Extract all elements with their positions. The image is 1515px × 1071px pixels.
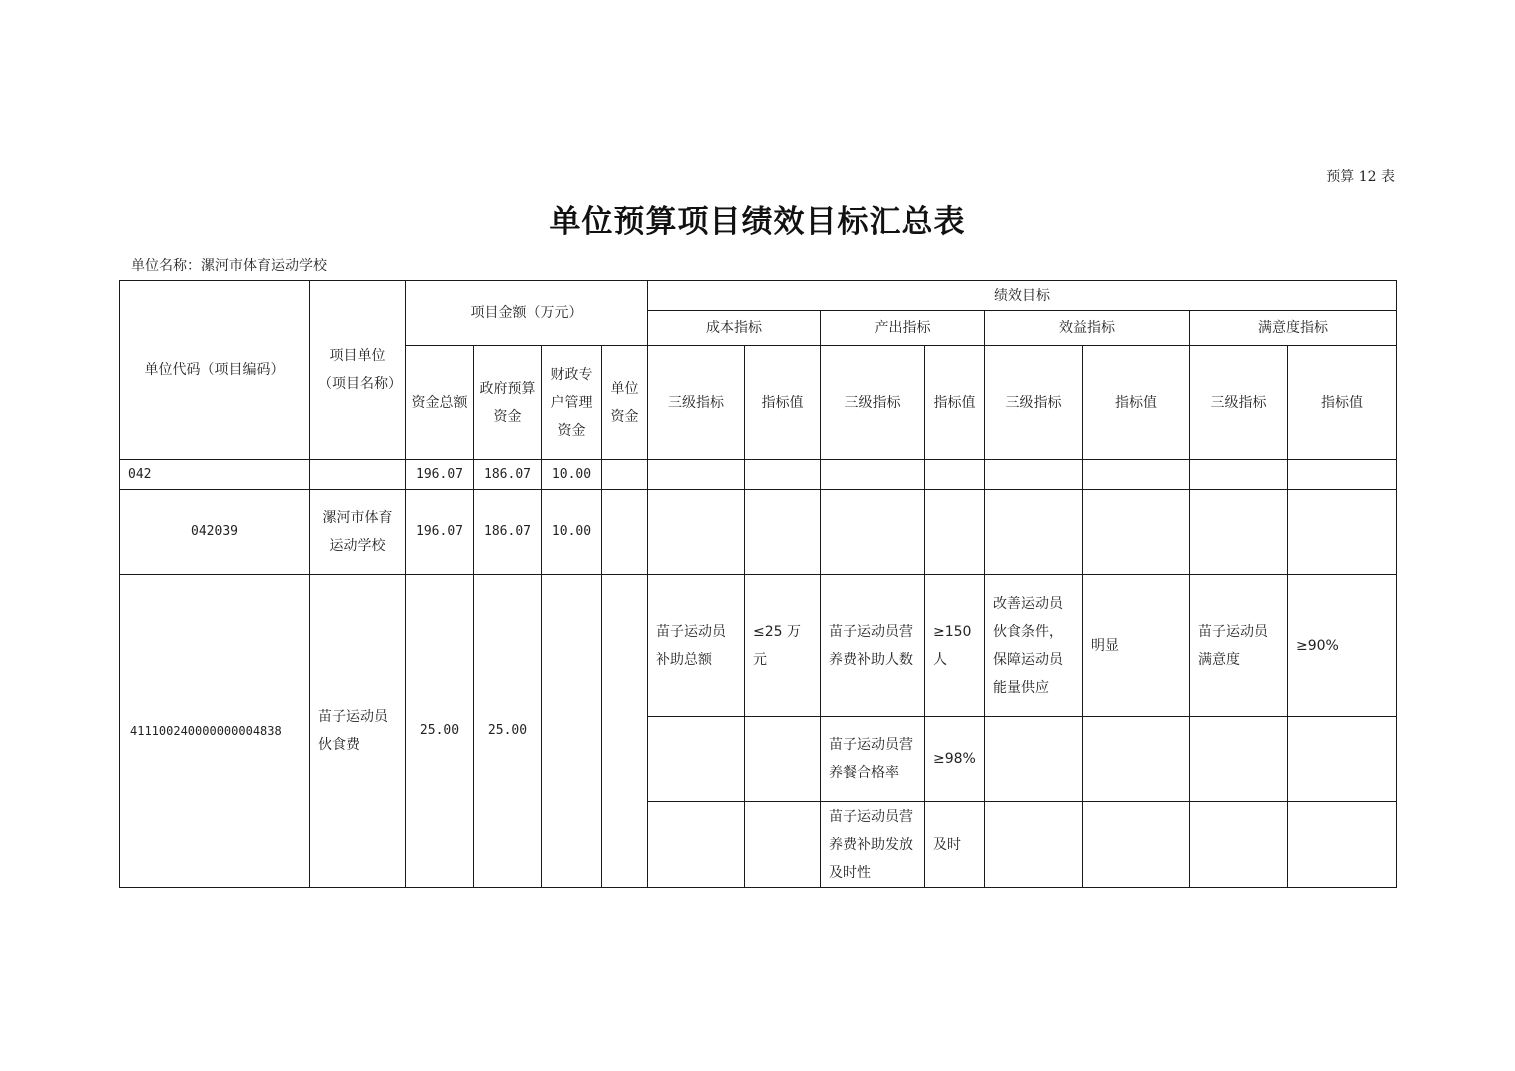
- col-header-amount-group: 项目金额（万元）: [406, 281, 648, 346]
- col-header-satisfaction-level3: 三级指标: [1190, 346, 1288, 460]
- dept-total: 196.07: [406, 460, 474, 490]
- output-value-cell: ≥98%: [925, 717, 985, 802]
- empty-cell: [745, 717, 821, 802]
- output-level3-cell: 苗子运动员营养费补助人数: [821, 575, 925, 717]
- empty-cell: [1083, 460, 1190, 490]
- col-header-output-value: 指标值: [925, 346, 985, 460]
- col-header-output-indicator: 产出指标: [821, 311, 985, 346]
- empty-cell: [1083, 802, 1190, 888]
- empty-cell: [745, 802, 821, 888]
- output-value-cell: ≥150 人: [925, 575, 985, 717]
- unit-gov: 186.07: [474, 490, 542, 575]
- dept-unit-funds: [602, 460, 648, 490]
- empty-cell: [925, 490, 985, 575]
- benefit-value-cell: 明显: [1083, 575, 1190, 717]
- col-header-output-level3: 三级指标: [821, 346, 925, 460]
- table-row-project-1: [120, 575, 1397, 717]
- output-level3-cell: 苗子运动员营养费补助发放及时性: [821, 802, 925, 888]
- unit-name: 漯河市体育运动学校: [310, 490, 406, 575]
- col-header-unit-code: 单位代码（项目编码）: [120, 281, 310, 460]
- satisfaction-value-cell: ≥90%: [1288, 575, 1397, 717]
- col-header-cost-value: 指标值: [745, 346, 821, 460]
- empty-cell: [821, 460, 925, 490]
- col-header-performance-target: 绩效目标: [648, 281, 1397, 311]
- table-row-unit: [120, 490, 1397, 575]
- project-unit-funds: [602, 575, 648, 888]
- empty-cell: [1288, 802, 1397, 888]
- empty-cell: [985, 490, 1083, 575]
- cost-value-cell: ≤25 万元: [745, 575, 821, 717]
- empty-cell: [1288, 717, 1397, 802]
- col-header-cost-level3: 三级指标: [648, 346, 745, 460]
- col-header-total-funds: 资金总额: [406, 346, 474, 460]
- page-title: 单位预算项目绩效目标汇总表: [549, 204, 966, 240]
- empty-cell: [1083, 717, 1190, 802]
- empty-cell: [1190, 490, 1288, 575]
- output-level3-cell: 苗子运动员营养餐合格率: [821, 717, 925, 802]
- col-header-benefit-indicator: 效益指标: [985, 311, 1190, 346]
- col-header-satisfaction-value: 指标值: [1288, 346, 1397, 460]
- empty-cell: [985, 802, 1083, 888]
- unit-fiscal: 10.00: [542, 490, 602, 575]
- empty-cell: [1288, 490, 1397, 575]
- project-total: 25.00: [406, 575, 474, 888]
- col-header-satisfaction-indicator: 满意度指标: [1190, 311, 1397, 346]
- table-number: 预算 12 表: [1326, 169, 1395, 185]
- cost-level3-cell: 苗子运动员补助总额: [648, 575, 745, 717]
- project-fiscal: [542, 575, 602, 888]
- empty-cell: [985, 717, 1083, 802]
- empty-cell: [985, 460, 1083, 490]
- performance-target-table: [119, 280, 1397, 888]
- project-gov: 25.00: [474, 575, 542, 888]
- empty-cell: [648, 490, 745, 575]
- dept-name: [310, 460, 406, 490]
- dept-gov: 186.07: [474, 460, 542, 490]
- satisfaction-level3-cell: 苗子运动员满意度: [1190, 575, 1288, 717]
- project-code: 411100240000000004838: [120, 575, 310, 888]
- empty-cell: [648, 460, 745, 490]
- empty-cell: [1190, 460, 1288, 490]
- empty-cell: [648, 802, 745, 888]
- col-header-benefit-value: 指标值: [1083, 346, 1190, 460]
- unit-name-line: 单位名称：漯河市体育运动学校: [131, 258, 327, 274]
- empty-cell: [821, 490, 925, 575]
- col-header-fiscal-special: 财政专户管理资金: [542, 346, 602, 460]
- header-row-1: [120, 281, 1397, 311]
- empty-cell: [925, 460, 985, 490]
- dept-code: 042: [120, 460, 310, 490]
- empty-cell: [745, 460, 821, 490]
- project-name: 苗子运动员伙食费: [310, 575, 406, 888]
- col-header-benefit-level3: 三级指标: [985, 346, 1083, 460]
- unit-code: 042039: [120, 490, 310, 575]
- col-header-cost-indicator: 成本指标: [648, 311, 821, 346]
- empty-cell: [745, 490, 821, 575]
- col-header-unit-funds: 单位资金: [602, 346, 648, 460]
- empty-cell: [1190, 802, 1288, 888]
- dept-fiscal: 10.00: [542, 460, 602, 490]
- unit-unit-funds: [602, 490, 648, 575]
- empty-cell: [1190, 717, 1288, 802]
- empty-cell: [648, 717, 745, 802]
- unit-total: 196.07: [406, 490, 474, 575]
- col-header-gov-budget: 政府预算资金: [474, 346, 542, 460]
- table-row-department: [120, 460, 1397, 490]
- col-header-project-unit: 项目单位（项目名称）: [310, 281, 406, 460]
- output-value-cell: 及时: [925, 802, 985, 888]
- benefit-level3-cell: 改善运动员伙食条件，保障运动员能量供应: [985, 575, 1083, 717]
- empty-cell: [1288, 460, 1397, 490]
- empty-cell: [1083, 490, 1190, 575]
